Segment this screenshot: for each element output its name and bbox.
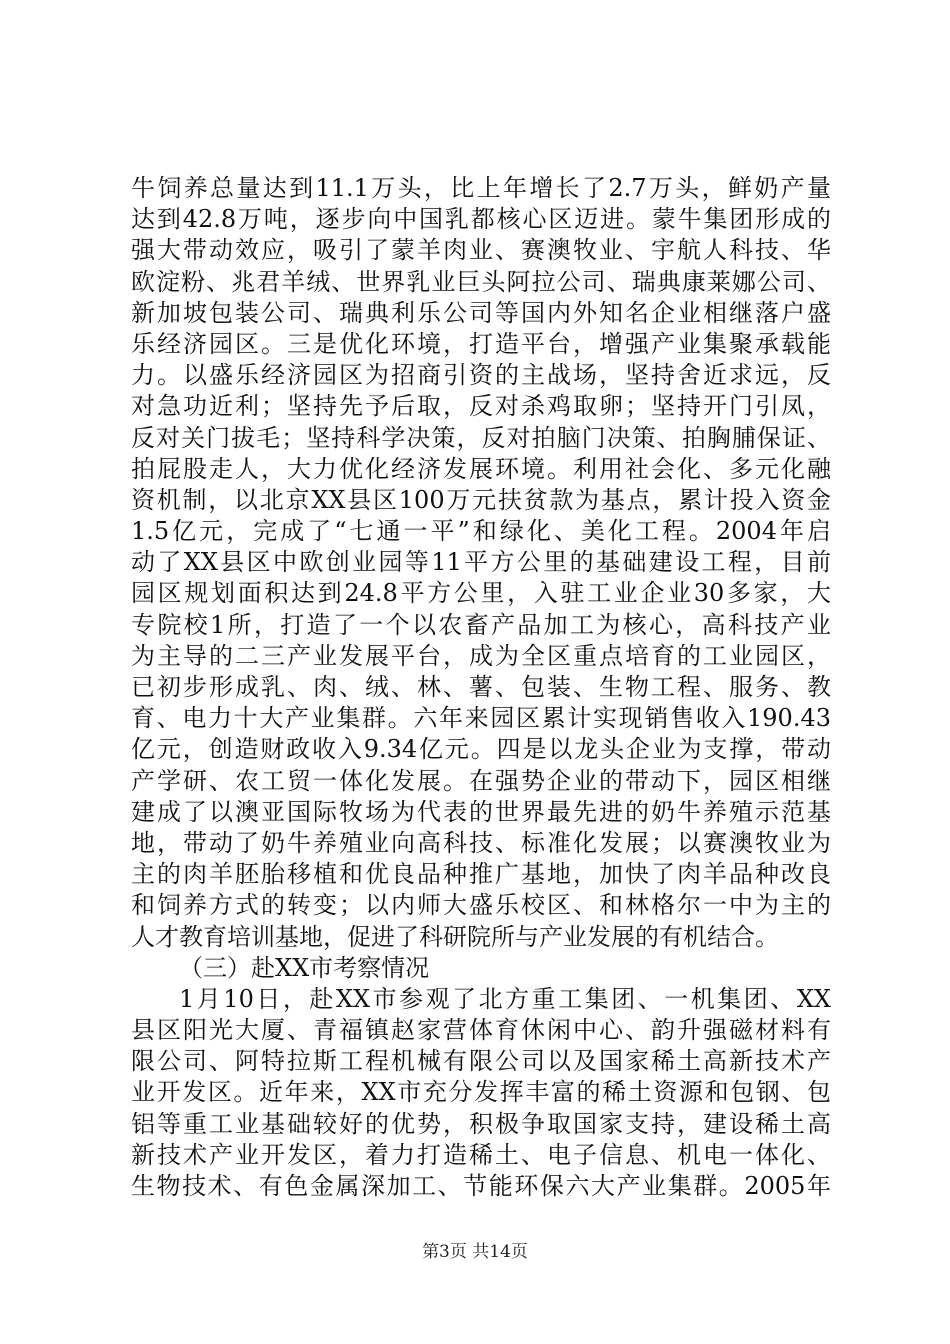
document-body (131, 173, 831, 1202)
text-line: 新技术产业开发区，着力打造稀土、电子信息、机电一体化、 (131, 1140, 831, 1169)
text-line: 人才教育培训基地，促进了科研院所与产业发展的有机结合。 (131, 922, 779, 951)
text-line: 拍屁股走人，大力优化经济发展环境。利用社会化、多元化融 (131, 454, 831, 483)
text-line: 和饲养方式的转变；以内师大盛乐校区、和林格尔一中为主的 (131, 891, 831, 920)
text-line: 已初步形成乳、肉、绒、林、薯、包装、生物工程、服务、教 (131, 673, 831, 701)
text-line: 力。以盛乐经济园区为招商引资的主战场，坚持舍近求远，反 (131, 361, 831, 390)
text-line: 县区阳光大厦、青福镇赵家营体育休闲中心、韵升强磁材料有 (131, 1016, 831, 1045)
section-heading: （三）赴XX市考察情况 (179, 953, 430, 982)
text-line: 业开发区。近年来，XX市充分发挥丰富的稀土资源和包钢、包 (131, 1078, 831, 1107)
text-line: 育、电力十大产业集群。六年来园区累计实现销售收入190.43 (131, 704, 831, 733)
text-line: 园区规划面积达到24.8平方公里，入驻工业企业30多家，大 (131, 579, 831, 608)
text-line: 牛饲养总量达到11.1万头，比上年增长了2.7万头，鲜奶产量 (131, 174, 831, 202)
text-line: 产学研、农工贸一体化发展。在强势企业的带动下，园区相继 (131, 766, 831, 795)
text-line: 铝等重工业基础较好的优势，积极争取国家支持，建设稀土高 (131, 1109, 831, 1138)
text-line: 欧淀粉、兆君羊绒、世界乳业巨头阿拉公司、瑞典康莱娜公司、 (131, 267, 831, 296)
text-line: 乐经济园区。三是优化环境，打造平台，增强产业集聚承载能 (131, 329, 831, 358)
text-line: 地，带动了奶牛养殖业向高科技、标准化发展；以赛澳牧业为 (131, 828, 831, 857)
page-number-footer: 第3页 共14页 (422, 1242, 528, 1262)
text-line: 对急功近利；坚持先予后取，反对杀鸡取卵；坚持开门引凤， (131, 392, 831, 421)
text-line: 反对关门拔毛；坚持科学决策，反对拍脑门决策、拍胸脯保证、 (131, 423, 831, 452)
text-line: 建成了以澳亚国际牧场为代表的世界最先进的奶牛养殖示范基 (131, 797, 831, 826)
text-line: 为主导的二三产业发展平台，成为全区重点培育的工业园区， (131, 641, 831, 670)
text-line: 亿元，创造财政收入9.34亿元。四是以龙头企业为支撑，带动 (131, 735, 831, 764)
text-line: 专院校1所，打造了一个以农畜产品加工为核心，高科技产业 (131, 610, 831, 639)
text-line: 新加坡包装公司、瑞典利乐公司等国内外知名企业相继落户盛 (131, 298, 831, 327)
text-line: 1月10日，赴XX市参观了北方重工集团、一机集团、XX (179, 984, 831, 1013)
text-line: 主的肉羊胚胎移植和优良品种推广基地，加快了肉羊品种改良 (131, 860, 831, 889)
text-line: 生物技术、有色金属深加工、节能环保六大产业集群。2005年 (131, 1172, 831, 1200)
text-line: 强大带动效应，吸引了蒙羊肉业、赛澳牧业、宇航人科技、华 (131, 236, 831, 265)
text-line: 限公司、阿特拉斯工程机械有限公司以及国家稀土高新技术产 (131, 1047, 831, 1076)
text-line: 达到42.8万吨，逐步向中国乳都核心区迈进。蒙牛集团形成的 (131, 205, 831, 234)
text-line: 动了XX县区中欧创业园等11平方公里的基础建设工程，目前 (131, 548, 831, 577)
text-line: 1.5亿元，完成了“七通一平”和绿化、美化工程。2004年启 (131, 517, 831, 546)
text-line: 资机制，以北京XX县区100万元扶贫款为基点，累计投入资金 (131, 485, 831, 514)
